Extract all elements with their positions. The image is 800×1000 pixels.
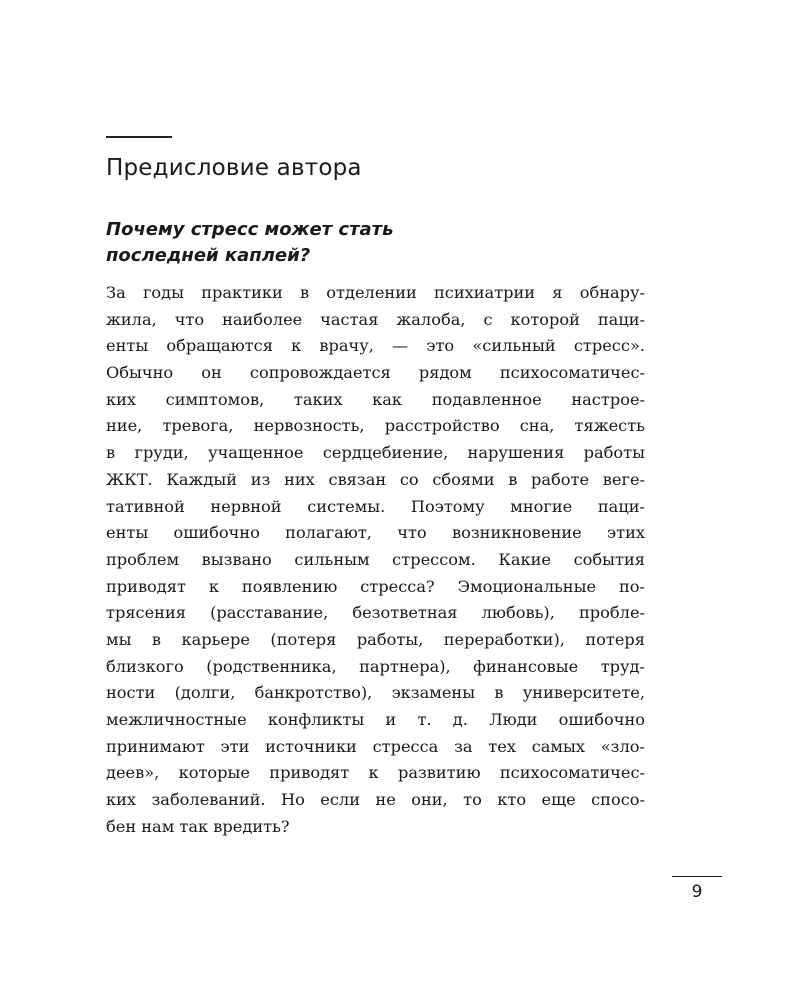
text-line: бен нам так вредить?: [106, 816, 290, 836]
text-line: мы в карьере (потеря работы, переработки), потеря: [106, 629, 645, 649]
section-title: [106, 217, 393, 269]
text-line: ности (долги, банкротство), экзамены в университете,: [106, 683, 645, 703]
text-line: в груди, учащенное сердцебиение, нарушения работы: [106, 443, 645, 463]
footer-rule: [672, 876, 722, 877]
text-line: близкого (родственника, партнера), финансовые труд-: [106, 656, 645, 676]
text-line: енты ошибочно полагают, что возникновение этих: [106, 523, 645, 543]
text-line: ких симптомов, таких как подавленное настрое-: [106, 389, 645, 409]
text-line: ЖКТ. Каждый из них связан со сбоями в работе веге-: [106, 469, 645, 489]
text-line: принимают эти источники стресса за тех самых «зло-: [106, 736, 645, 756]
section-title-line: последней каплей?: [106, 245, 311, 266]
text-line: За годы практики в отделении психиатрии я обнару-: [106, 283, 645, 302]
text-line: межличностные конфликты и т. д. Люди ошибочно: [106, 710, 645, 729]
chapter-rule: [106, 136, 172, 138]
text-line: приводят к появлению стресса? Эмоциональные по-: [106, 576, 645, 596]
page-number: 9: [691, 882, 703, 902]
text-line: проблем вызвано сильным стрессом. Какие события: [106, 549, 645, 569]
text-line: Обычно он сопровождается рядом психосоматичес-: [106, 363, 645, 383]
text-line: жила, что наиболее частая жалоба, с которой паци-: [106, 309, 645, 329]
text-line: енты обращаются к врачу, — это «сильный стресс».: [106, 336, 645, 356]
section-title-line: Почему стресс может стать: [106, 219, 394, 240]
text-line: трясения (расставание, безответная любовь), пробле-: [106, 603, 645, 623]
text-line: ких заболеваний. Но если не они, то кто еще спосо-: [106, 790, 645, 810]
text-line: ние, тревога, нервозность, расстройство сна, тяжесть: [106, 416, 645, 436]
body-paragraph: [106, 280, 645, 840]
text-line: тативной нервной системы. Поэтому многие паци-: [106, 496, 645, 516]
text-line: деев», которые приводят к развитию психосоматичес-: [106, 763, 645, 783]
chapter-title: Предисловие автора: [106, 155, 362, 181]
